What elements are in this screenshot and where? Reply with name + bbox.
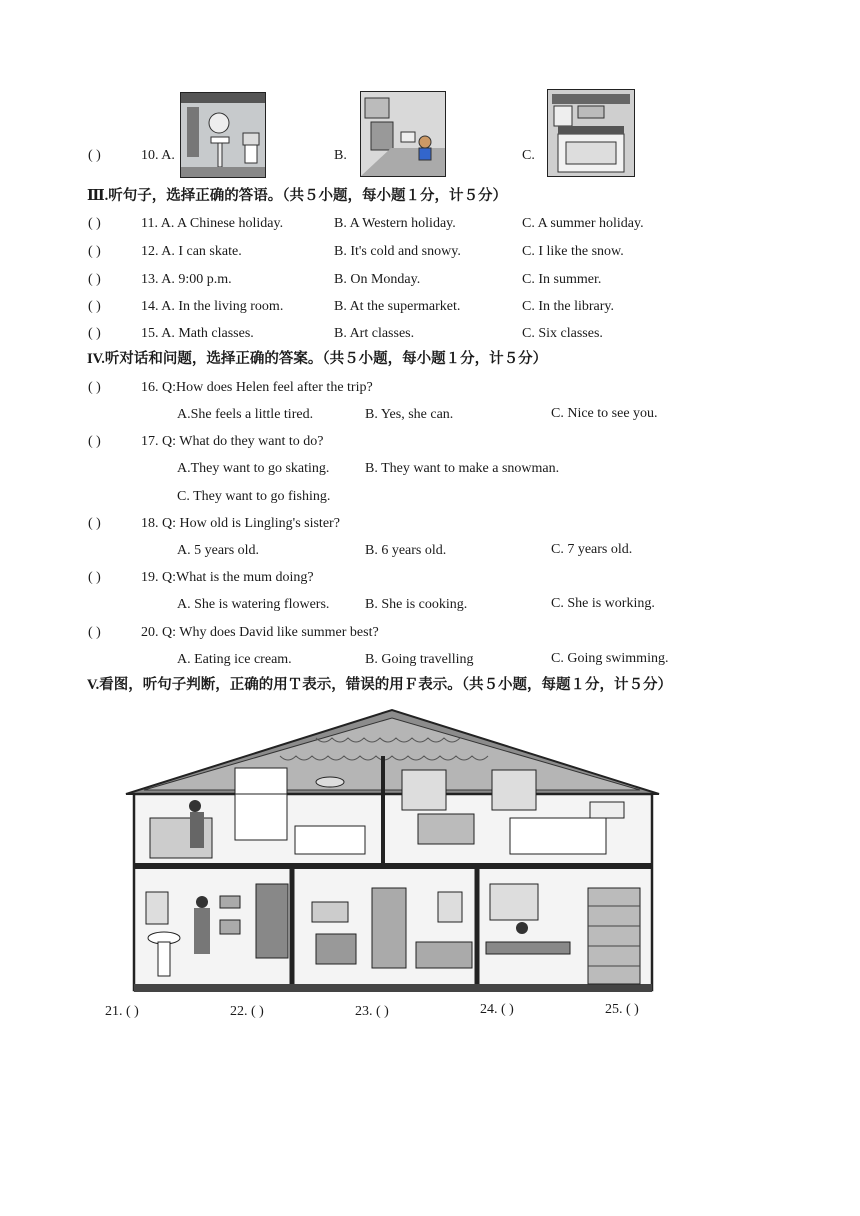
question-17-option-c: C. They want to go fishing. — [177, 489, 331, 504]
question-10-option-c: C. — [522, 148, 535, 163]
question-17-text: 17. Q: What do they want to do? — [141, 434, 324, 449]
answer-paren-17[interactable]: ( ) — [88, 434, 101, 449]
question-14-option-a: 14. A. In the living room. — [141, 299, 284, 314]
question-13-option-a: 13. A. 9:00 p.m. — [141, 272, 232, 287]
question-18-option-a: A. 5 years old. — [177, 543, 260, 558]
question-19-text: 19. Q:What is the mum doing? — [141, 570, 314, 585]
question-11-option-c: C. A summer holiday. — [522, 216, 644, 231]
answer-paren-25[interactable]: 25. ( ) — [605, 1002, 639, 1017]
answer-paren-12[interactable]: ( ) — [88, 244, 101, 259]
question-10-label: 10. A. — [141, 148, 175, 163]
question-20-text: 20. Q: Why does David like summer best? — [141, 625, 379, 640]
question-14-option-c: C. In the library. — [522, 299, 615, 314]
answer-paren-22[interactable]: 22. ( ) — [230, 1004, 264, 1019]
answer-paren-15[interactable]: ( ) — [88, 326, 101, 341]
question-19-option-c: C. She is working. — [551, 596, 655, 611]
question-14-option-b: B. At the supermarket. — [334, 299, 461, 314]
bathroom-picture — [180, 92, 266, 178]
question-12-option-b: B. It's cold and snowy. — [334, 244, 461, 259]
question-16-option-b: B. Yes, she can. — [365, 407, 454, 422]
answer-paren-14[interactable]: ( ) — [88, 299, 101, 314]
question-20-option-a: A. Eating ice cream. — [177, 652, 292, 667]
question-20-option-c: C. Going swimming. — [551, 651, 669, 666]
answer-paren-13[interactable]: ( ) — [88, 272, 101, 287]
answer-paren-23[interactable]: 23. ( ) — [355, 1004, 389, 1019]
question-15-option-a: 15. A. Math classes. — [141, 326, 254, 341]
question-12-option-a: 12. A. I can skate. — [141, 244, 242, 259]
answer-paren-21[interactable]: 21. ( ) — [105, 1004, 139, 1019]
section-3-title: Ⅲ.听句子，选择正确的答语。（共５小题，每小题１分，计５分） — [87, 188, 508, 204]
question-17-option-b: B. They want to make a snowman. — [365, 461, 560, 476]
question-12-option-c: C. I like the snow. — [522, 244, 624, 259]
section-5-title: V.看图，听句子判断，正确的用Ｔ表示，错误的用Ｆ表示。（共５小题，每题１分，计５分） — [87, 677, 672, 693]
kitchen-picture — [547, 89, 635, 177]
question-16-option-a: A.She feels a little tired. — [177, 407, 314, 422]
bedroom-picture — [360, 91, 446, 177]
question-16-option-c: C. Nice to see you. — [551, 406, 658, 421]
answer-paren-20[interactable]: ( ) — [88, 625, 101, 640]
answer-paren-10[interactable]: ( ) — [88, 148, 101, 163]
question-19-option-b: B. She is cooking. — [365, 597, 468, 612]
question-18-option-c: C. 7 years old. — [551, 542, 633, 557]
answer-paren-16[interactable]: ( ) — [88, 380, 101, 395]
section-4-title: IV.听对话和问题，选择正确的答案。（共５小题，每小题１分，计５分） — [87, 351, 548, 367]
question-19-option-a: A. She is watering flowers. — [177, 597, 330, 612]
question-11-option-b: B. A Western holiday. — [334, 216, 456, 231]
question-13-option-b: B. On Monday. — [334, 272, 421, 287]
question-20-option-b: B. Going travelling — [365, 652, 474, 667]
answer-paren-24[interactable]: 24. ( ) — [480, 1002, 514, 1017]
question-18-option-b: B. 6 years old. — [365, 543, 447, 558]
house-picture — [120, 706, 665, 996]
question-16-text: 16. Q:How does Helen feel after the trip? — [141, 380, 373, 395]
question-11-option-a: 11. A. A Chinese holiday. — [141, 216, 284, 231]
question-17-option-a: A.They want to go skating. — [177, 461, 330, 476]
question-15-option-b: B. Art classes. — [334, 326, 415, 341]
answer-paren-18[interactable]: ( ) — [88, 516, 101, 531]
question-10-option-b: B. — [334, 148, 347, 163]
question-15-option-c: C. Six classes. — [522, 326, 603, 341]
question-18-text: 18. Q: How old is Lingling's sister? — [141, 516, 340, 531]
question-13-option-c: C. In summer. — [522, 272, 602, 287]
answer-paren-11[interactable]: ( ) — [88, 216, 101, 231]
answer-paren-19[interactable]: ( ) — [88, 570, 101, 585]
